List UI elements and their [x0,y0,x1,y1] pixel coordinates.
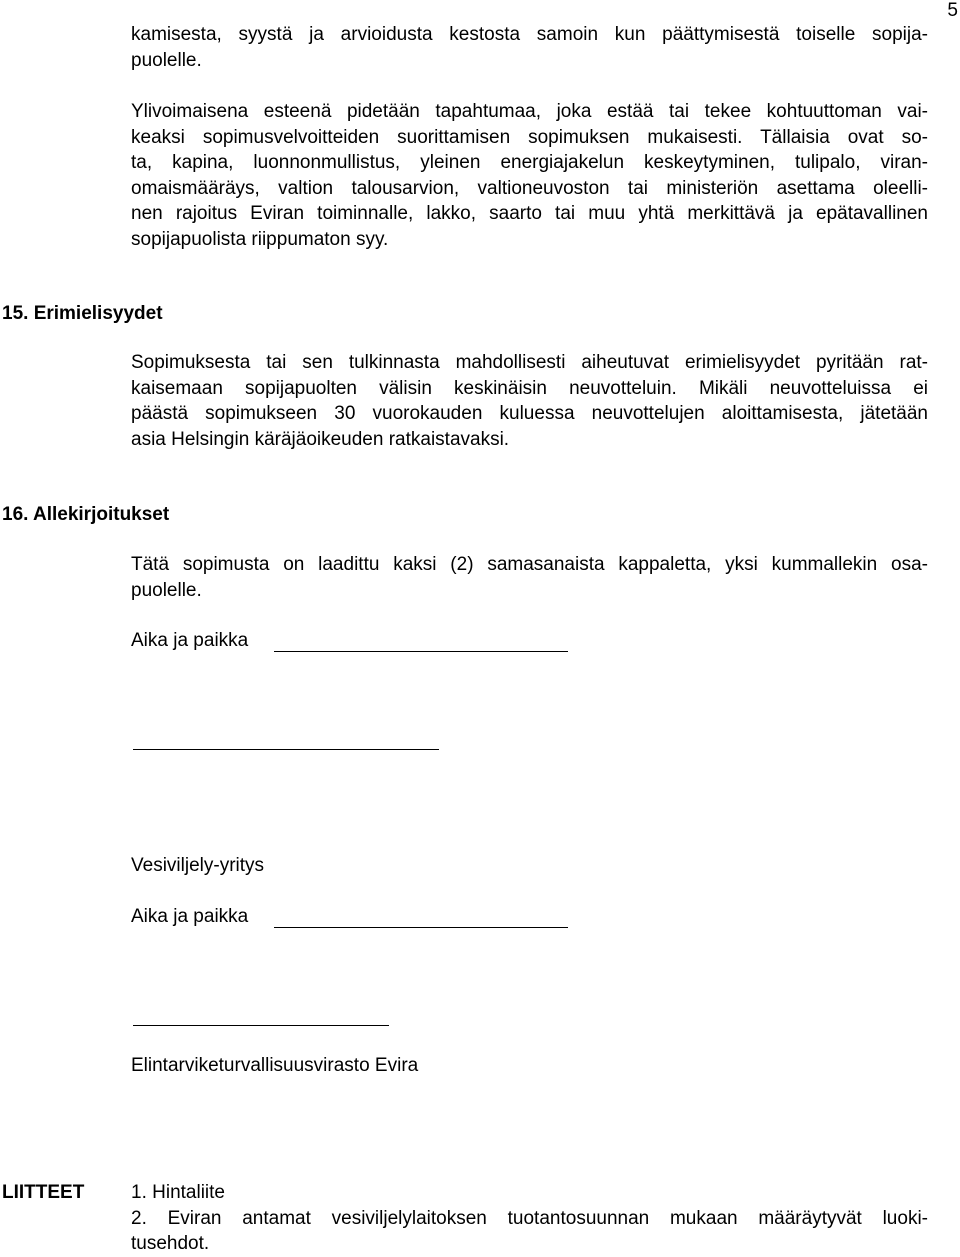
place-date-label-2: Aika ja paikka [131,906,249,927]
appendix-item-continuation: tusehdot. [131,1233,210,1254]
page-number: 5 [947,0,958,21]
party-name-1: Vesiviljely-yritys [131,855,265,876]
paragraph-line: sopijapuolista riippumaton syy. [131,228,389,250]
paragraph-line: omaismääräys, valtion talousarvion, valtioneuvoston tai ministeriön asettama oleelli- [131,177,928,199]
paragraph-line: nen rajoitus Eviran toiminnalle, lakko, saarto tai muu yhtä merkittävä ja epätavallinen [131,203,928,224]
paragraph-line: kaisemaan sopijapuolten välisin keskinäisin neuvotteluin. Mikäli neuvotteluissa ei [131,377,928,399]
appendix-item: 2. Eviran antamat vesiviljelylaitoksen tuotantosuunnan mukaan määräytyvät luoki- [131,1207,928,1229]
paragraph-line: ta, kapina, luonnonmullistus, yleinen energiajakelun keskeytyminen, tulipalo, viran- [131,152,928,173]
section-heading-15: 15. Erimielisyydet [2,303,163,324]
signature-line-2[interactable] [133,1025,389,1026]
paragraph-line: päästä sopimukseen 30 vuorokauden kuluessa neuvottelujen aloittamisesta, jätetään [131,403,928,424]
place-date-line-1[interactable] [274,651,568,652]
intro-line: puolelle. [131,49,202,71]
place-date-line-2[interactable] [274,927,568,928]
intro-line: kamisesta, syystä ja arvioidusta kestosta samoin kun päättymisestä toiselle sopija- [131,24,928,45]
place-date-label-1: Aika ja paikka [131,630,249,651]
paragraph-line: Ylivoimaisena esteenä pidetään tapahtumaa, joka estää tai tekee kohtuuttoman vai- [131,101,928,122]
paragraph-line: Tätä sopimusta on laadittu kaksi (2) samasanaista kappaletta, yksi kummallekin osa- [131,554,928,575]
signature-line-1[interactable] [133,749,439,750]
paragraph-line: keaksi sopimusvelvoitteiden suorittamisen sopimuksen mukaisesti. Tällaisia ovat so- [131,126,928,148]
party-name-2: Elintarviketurvallisuusvirasto Evira [131,1055,419,1076]
section-heading-16: 16. Allekirjoitukset [2,504,170,525]
force-majeure-paragraph [131,99,928,252]
paragraph-line: Sopimuksesta tai sen tulkinnasta mahdollisesti aiheutuvat erimielisyydet pyritään rat- [131,352,928,373]
appendices-list [131,1180,928,1257]
intro-paragraph [131,22,928,73]
paragraph-line: asia Helsingin käräjäoikeuden ratkaistavaksi. [131,428,510,450]
signatures-paragraph [131,552,928,603]
appendices-label: LIITTEET [2,1182,85,1203]
disputes-paragraph [131,350,928,452]
appendix-item: 1. Hintaliite [131,1182,225,1203]
paragraph-line: puolelle. [131,579,202,601]
